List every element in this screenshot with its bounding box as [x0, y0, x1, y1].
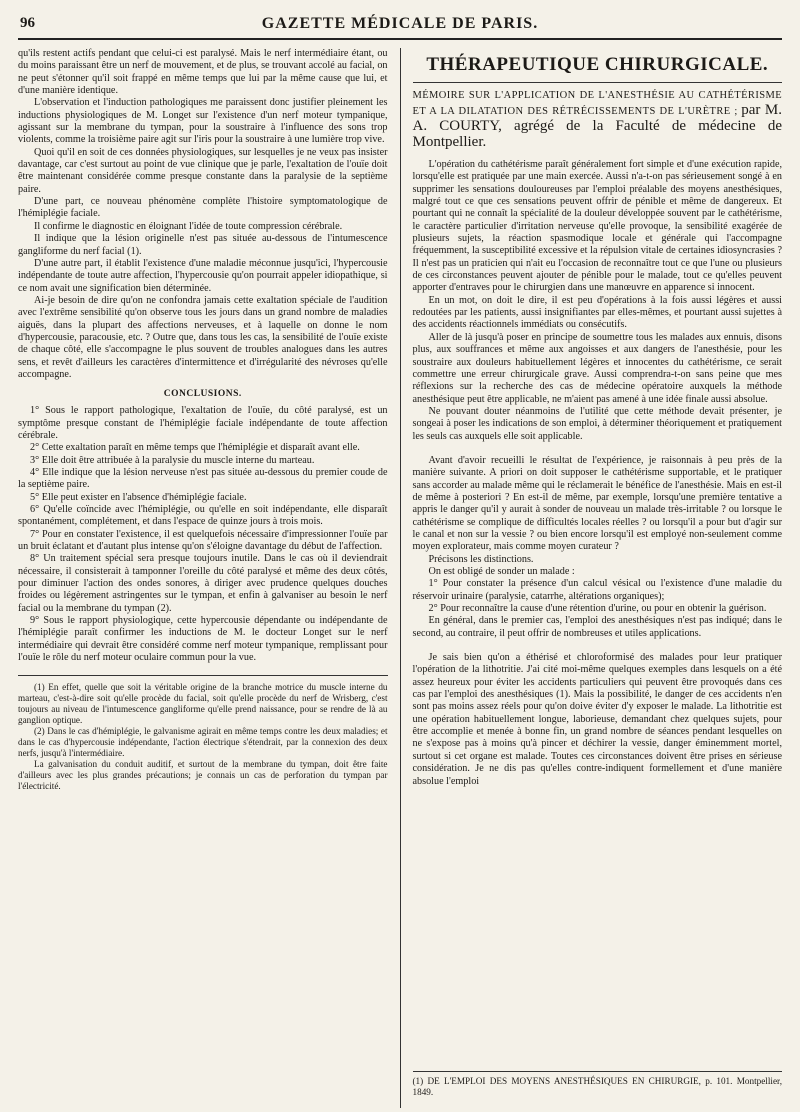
- right-column: [405, 48, 783, 1108]
- paragraph: Quoi qu'il en soit de ces données physiologiques, sur lesquelles je ne veux pas insister davantage, car c'est surtout au point de vue clinique que je parle, l'exaltation de l'ouïe doit être maintenant considérée comme presque constante dans la paralysie de la septième paire.: [18, 146, 388, 195]
- paragraph: En général, dans le premier cas, l'emploi des anesthésiques n'est pas indiqué; dans le second, au contraire, il peut offrir de nombreuses et utiles applications.: [412, 615, 783, 639]
- paragraph: Aller de là jusqu'à poser en principe de soumettre tous les malades aux ennuis, disons plus, aux souffrances et même aux angoisses et aux dangers de l'anesthésie, pour les soustraire aux douleurs habituellement légères et innocentes du cathétérisme, ce serait commettre une erreur chirurgicale grave. Aussi comprendra-t-on sans peine que mes réflexions sur la recherche des cas de médecine opératoire auxquels la méthode anesthésique peut être applicable, ne m'aient pas amené à une idée finale aussi absolue.: [412, 331, 783, 405]
- paragraph: 1° Pour constater la présence d'un calcul vésical ou l'existence d'une maladie du réservoir urinaire (paralysie, catarrhe, altérations organiques);: [412, 578, 783, 602]
- memoir-title-caps: MÉMOIRE SUR L'APPLICATION DE L'ANESTHÉSIE AU CATHÉTÉRISME ET A LA DILATATION DES RÉTRÉCISSEMENTS DE L'URÈTRE ;: [412, 90, 783, 117]
- memoir-author: par M. A. COURTY, agrégé de la Faculté de médecine de Montpellier.: [412, 102, 783, 150]
- footnote: (1) En effet, quelle que soit la véritable origine de la branche motrice du muscle interne du marteau, c'est-à-dire soit qu'elle procède du facial, soit qu'elle procède du nerf de Wrisberg, c'est toujours au niveau de l'intumescence gangliforme qu'elle prend naissance, pour se rendre de là au ganglion optique.: [18, 681, 388, 725]
- conclusions-heading: CONCLUSIONS.: [163, 389, 242, 400]
- conclusion-item: 9° Sous le rapport physiologique, cette hypercousie dépendante ou indépendante de l'hémiplégie paraît confirmer les inductions de M. le docteur Longet sur le nerf intermédiaire qui devrait être considéré comme nerf moteur tympanique, remplissant pour l'ouïe le rôle du nerf moteur oculaire commun pour la vue.: [18, 615, 388, 664]
- conclusion-item: 7° Pour en constater l'existence, il est quelquefois nécessaire d'impressionner l'ouïe par un bruit éclatant et d'autant plus intense qu'on s'éloigne davantage du début de l'affection.: [18, 528, 388, 553]
- journal-title: GAZETTE MÉDICALE DE PARIS.: [261, 15, 539, 32]
- paragraph: Ai-je besoin de dire qu'on ne confondra jamais cette exaltation spéciale de l'audition avec l'extrême sensibilité qu'on observe tous les jours dans un grand nombre de maladies aiguës, dans la plupart des affections nerveuses, et à laquelle on donne le nom d'hypercousie, paracousie, etc. ? Outre que, dans tous les cas, la sensibilité de l'ouïe existe de chaque côté, elle s'accompagne le plus souvent de troubles analogues dans les autres sens, et revêt d'ailleurs les caractères d'intermittence et d'irrégularité des névroses qu'elle accompagne.: [18, 294, 388, 380]
- paragraph: Précisons les distinctions.: [428, 553, 534, 565]
- paragraph: Je sais bien qu'on a éthérisé et chloroformisé des malades pour leur pratiquer l'opération de la lithotritie. J'ai cité moi-même quelques exemples dans lesquels on a été assez heureux pour éviter les accidents particuliers qui peuvent être provoqués dans ces cas par l'emploi des anesthésiques (1). Mais la possibilité, le danger de ces accidents n'en sont pas moins assez réels pour qu'on doive éviter d'y exposer le malade. La lithotritie est une opération habituellement longue, laborieuse, demandant chez quelques sujets, pour être accomplie et menée à bonne fin, un grand nombre de séances pendant lesquelles on ne s'expose pas à moins qu'à pincer et déchirer la vessie, danger éminemment mortel, surtout si cet organe est malade. Toutes ces circonstances doivent être prises en sérieuse considération. Je ne dis pas qu'elles contre-indiquent formellement et d'une manière absolue l'emploi: [412, 652, 783, 787]
- right-footnote: [413, 1071, 783, 1098]
- column-divider: [400, 48, 401, 1108]
- page-number: 96: [20, 15, 35, 31]
- conclusion-item: 8° Un traitement spécial sera presque toujours inutile. Dans le cas où il deviendrait nécessaire, il consisterait à tamponner l'oreille du côté paralysé et même des deux côtés, pour diminuer l'action des ondes sonores, à diriger avec prudence quelques douches froides ou légèrement astringentes sur le tympan, et enfin à galvaniser au besoin le nerf facial ou la membrane du tympan (2).: [18, 553, 388, 614]
- conclusion-item: 3° Elle doit être attribuée à la paralysie du muscle interne du marteau.: [30, 454, 315, 466]
- paragraph: D'une part, ce nouveau phénomène complète l'histoire symptomatologique de l'hémiplégie faciale.: [18, 196, 388, 220]
- paragraph: qu'ils restent actifs pendant que celui-ci est paralysé. Mais le nerf intermédiaire étant, ou du moins paraissant être un nerf de mouvement, et de plus, se trouvant accolé au facial, on ne peut s'étonner qu'il soit frappé en même temps que lui par la même cause que lui, et d'une manière identique.: [18, 48, 388, 97]
- conclusion-item: 4° Elle indique que la lésion nerveuse n'est pas située au-dessous du premier coude de la septième paire.: [18, 467, 388, 491]
- footnote: La galvanisation du conduit auditif, et surtout de la membrane du tympan, doit être faite d'ailleurs avec les plus grandes précautions; je connais un cas de perforation du tympan par l'électricité.: [18, 758, 388, 791]
- conclusion-item: 5° Elle peut exister en l'absence d'hémiplégie faciale.: [30, 491, 247, 503]
- memoir-title: [413, 89, 783, 151]
- paragraph: Il confirme le diagnostic en éloignant l'idée de toute compression cérébrale.: [34, 220, 343, 232]
- left-column: [18, 48, 396, 1108]
- paragraph: Il indique que la lésion originelle n'est pas située au-dessous de l'intumescence gangliforme du nerf facial (1).: [18, 233, 388, 257]
- footnote: (1) DE L'EMPLOI DES MOYENS ANESTHÉSIQUES EN CHIRURGIE, p. 101. Montpellier, 1849.: [412, 1076, 783, 1097]
- left-footnotes: [18, 675, 388, 792]
- footnote: (2) Dans le cas d'hémiplégie, le galvanisme agirait en même temps contre les deux maladies; et dans le cas d'hypercousie indépendante, l'action électrique s'étendrait, par la connexion des deux nerfs, jusqu'à l'intermédiaire.: [18, 725, 388, 758]
- conclusion-item: 6° Qu'elle coïncide avec l'hémiplégie, ou qu'elle en soit indépendante, elle disparaît spontanément, complétement, et dans l'espace de quinze jours à trois mois.: [18, 504, 388, 528]
- conclusion-item: 1° Sous le rapport pathologique, l'exaltation de l'ouïe, du côté paralysé, est un symptôme presque constant de l'hémiplégie faciale indépendante de toute affection cérébrale.: [18, 405, 388, 441]
- paragraph: Ne pouvant douter néanmoins de l'utilité que cette méthode devait présenter, je songeai à poser les indications de son emploi, à déterminer théoriquement et pratiquement les seuls cas auxquels elle soit applicable.: [412, 405, 783, 442]
- columns: [18, 48, 782, 1108]
- conclusion-item: 2° Cette exaltation paraît en même temps que l'hémiplégie et disparaît avant elle.: [30, 442, 360, 454]
- section-title: THÉRAPEUTIQUE CHIRURGICALE.: [413, 48, 783, 83]
- paragraph: Avant d'avoir recueilli le résultat de l'expérience, je raisonnais à peu près de la manière suivante. A priori on doit supposer le cathétérisme supportable, et le pratiquer sans accorder au malade même qui le réclamerait le bénéfice de l'anesthésie. Mais en est-il de même à posteriori ? En est-il de même, par exemple, lorsqu'une première tentative a appris le danger qu'il y aurait à sonder de nouveau un malade très-irritable ? ou lorsque le cathétérisme se complique de difficultés locales réelles ? ou lorsqu'il a pour but d'agir sur le canal et non sur la vessie ? ou bien encore lorsqu'il est employé non-seulement comme moyen explorateur, mais comme moyen curateur ?: [412, 454, 783, 553]
- paragraph: L'opération du cathétérisme paraît généralement fort simple et d'une exécution rapide, lorsqu'elle est pratiquée par une main exercée. Aussi n'a-t-on pas sérieusement songé à en supprimer les sensations douloureuses par l'emploi préalable des moyens anesthésiques, malgré tout ce que ces sensations peuvent offrir de pénible et même de dangereux. Et pourtant qui ne connaît la spécialité de la douleur développée souvent par le cathétérisme, le caractère particulier d'irritation nerveuse qu'elle provoque, la sensibilité exagérée de plusieurs sujets, la réaction spasmodique locale et générale qui l'accompagne fréquemment, la susceptibilité excessive et la répulsion vitale de certaines idiosyncrasies ? Il n'est pas un praticien qui n'ait eu l'occasion de reconnaître tout ce que l'une ou plusieurs de ces circonstances peuvent ajouter de pénible pour le malade, tout ce qu'elles peuvent apporter d'entraves pour le chirurgien dans une manœuvre en apparence si innocent.: [412, 159, 783, 294]
- paragraph: On est obligé de sonder un malade :: [428, 566, 575, 577]
- paragraph: En un mot, on doit le dire, il est peu d'opérations à la fois aussi légères et aussi redoutées par les patients, aussi insignifiantes par elles-mêmes, et pourtant aussi sujettes à des accidents réactionnels immédiats ou consécutifs.: [412, 294, 783, 331]
- paragraph: L'observation et l'induction pathologiques me paraissent donc justifier pleinement les inductions physiologiques de M. Longet sur l'existence d'un nerf moteur tympanique, agissant sur la membrane du tympan, pour la soustraire à l'influence des sons trop violents, comme la troisième paire agit sur l'iris pour la soustraire à une lumière trop vive.: [18, 97, 388, 146]
- paragraph: D'une autre part, il établit l'existence d'une maladie méconnue jusqu'ici, l'hypercousie indépendante de toute autre affection, l'hypercousie qu'on pourrait appeler idiopathique, si ce nom avait une signification bien déterminée.: [18, 257, 388, 294]
- page-header: [18, 10, 782, 40]
- paragraph: 2° Pour reconnaître la cause d'une rétention d'urine, ou pour en obtenir la guérison.: [428, 603, 767, 615]
